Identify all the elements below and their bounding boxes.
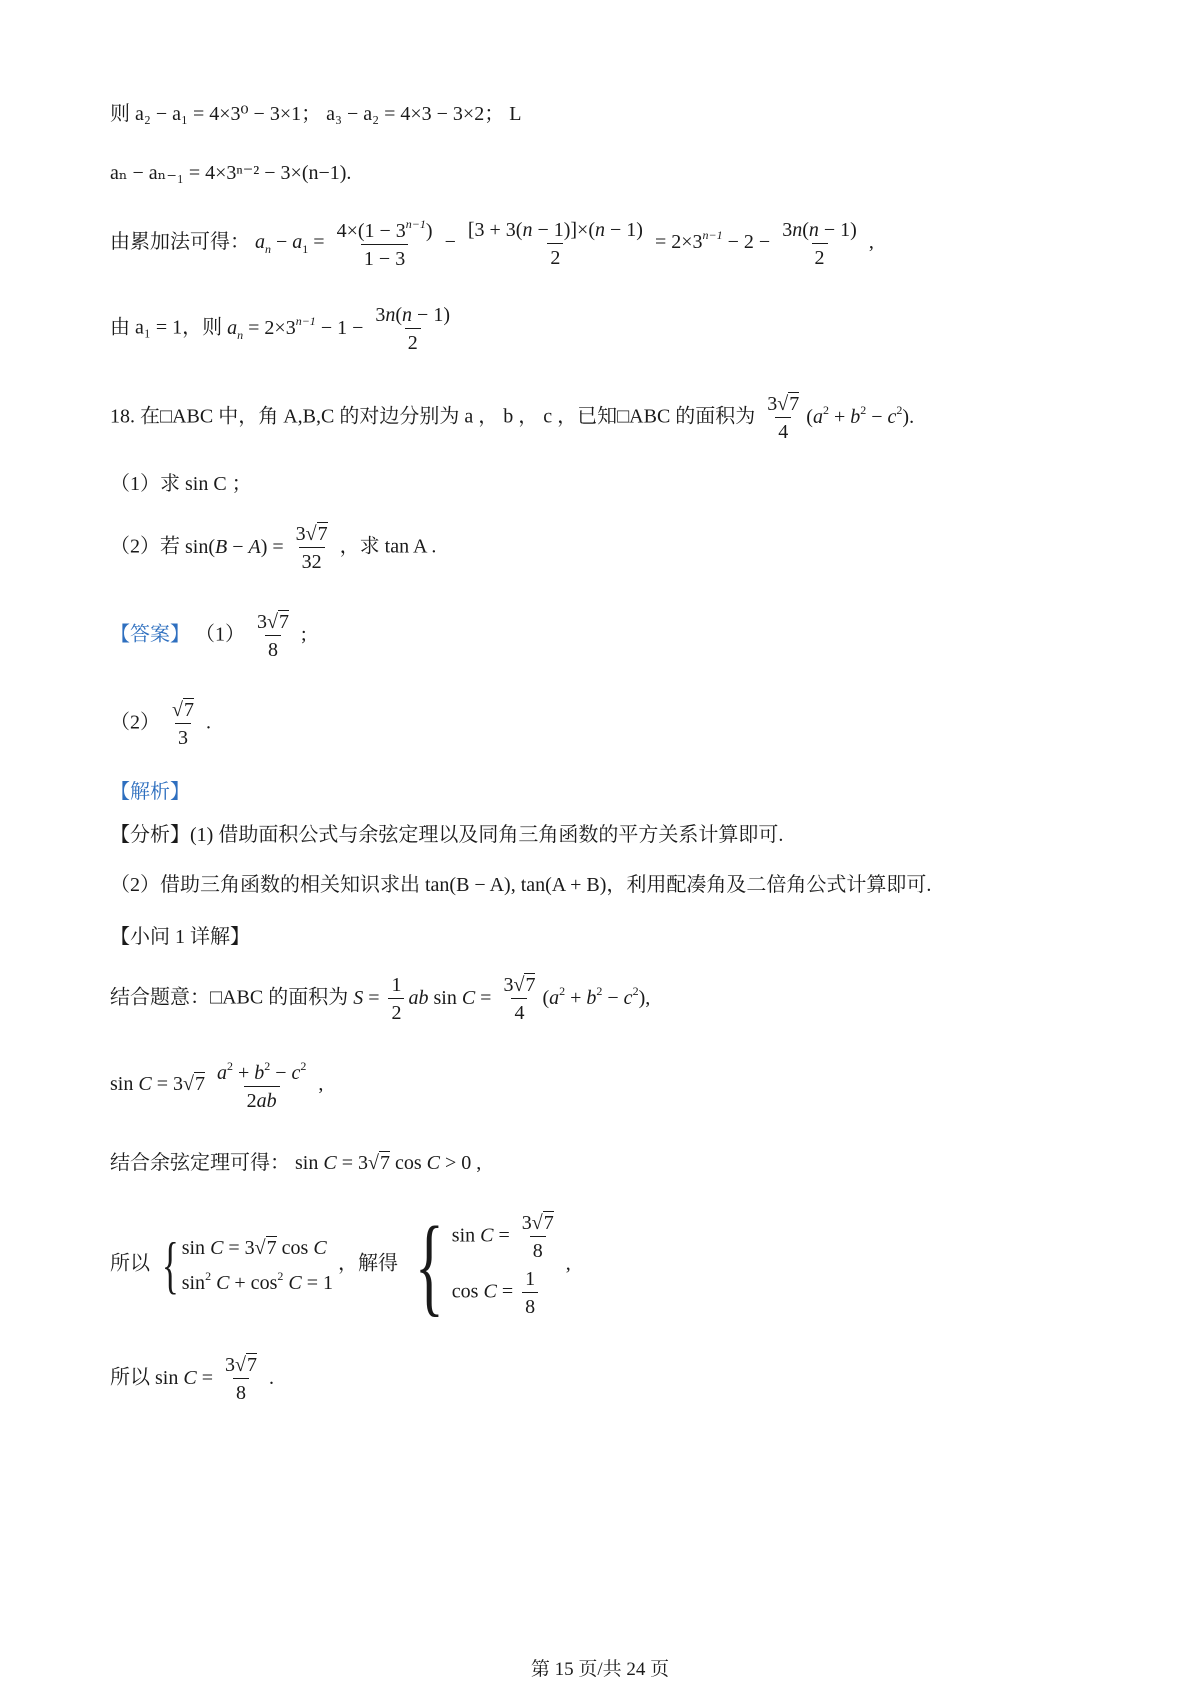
text-line-2: aₙ − aₙ₋₁ = 4×3ⁿ⁻² − 3×(n−1).: [110, 162, 352, 184]
jiede-label: ，解得: [337, 1252, 398, 1275]
cos-law-prefix: 结合余弦定理可得：: [110, 1152, 290, 1174]
formula-an-minus-a1: $a_n - a_1$ = $\frac{4\times(1 - 3^{n-1})}{1 - 3}$ − $\frac{[3 + 3(n - 1)]\times(n - 1)}{2}$ = $2\times 3^{n-1} - 2$ − $\frac{3n(n - 1)}{2}$ ,: [255, 217, 874, 270]
text-line-1: 则 a₂ − a₁ = 4×3⁰ − 3×1； a₃ − a₂ = 4×3 − 3×2； L: [110, 103, 522, 125]
system-line: 所以 { sin C = 3√7 cos C $\sin^2 C + \cos^2 C = 1$ ，解得 { sin C = $\frac{3√7}{8}$ cos C = $\frac{1}{8}$ ,: [110, 1204, 571, 1326]
suoyi-label: 所以: [110, 1252, 150, 1275]
formula-an: $a_n = 2\times 3^{n-1} - 1$ − $\frac{3n(n - 1)}{2}$: [227, 304, 450, 354]
system-equations: { sin C = 3√7 cos C $\sin^2 C + \cos^2 C = 1$: [161, 1229, 333, 1300]
page-footer: 第 15 页/共 24 页: [530, 1659, 670, 1680]
question-18: [110, 394, 914, 442]
jiexi-tag: 【解析】: [110, 781, 190, 803]
question-18-text: 18. 在□ABC 中，角 A,B,C 的对边分别为 a ， b ， c ，已知□ABC 的面积为: [110, 405, 756, 428]
answer-1-value: $\frac{3√7}{8}$: [257, 611, 289, 661]
answer-1-label: （1）: [195, 623, 245, 646]
analysis-line-1: 【分析】(1) 借助面积公式与余弦定理以及同角三角函数的平方关系计算即可.: [110, 824, 784, 846]
analysis-line-2: （2）借助三角函数的相关知识求出 tan(B − A), tan(A + B)，利用配凑角及二倍角公式计算即可.: [110, 874, 932, 896]
answer-line-1: 【答案】 （1） $\frac{3√7}{8}$ ;: [110, 611, 307, 661]
line-3-prefix: 由累加法可得：: [110, 231, 250, 254]
sin-b-minus-a-formula: sin(B − A) = $\frac{3√7}{32}$: [185, 523, 328, 573]
line-4-prefix: 由 a₁ = 1，则: [110, 316, 223, 339]
suoyi2-label: 所以: [110, 1366, 150, 1389]
detail-tag: 【小问 1 详解】: [110, 926, 250, 948]
final-sin-c: sin C = $\frac{3√7}{8}$ .: [155, 1354, 274, 1404]
sub-question-2-suffix: ，求 tan A .: [339, 535, 437, 558]
text-line-4: [110, 305, 457, 353]
sub-question-1: （1）求 sin C ；: [110, 473, 252, 495]
cos-law-line: [110, 1153, 481, 1173]
area-formula: $\frac{3√7}{4}$ $(a^2 + b^2 - c^2)$.: [767, 393, 915, 443]
final-line: [110, 1355, 274, 1403]
sub-question-2: [110, 524, 436, 572]
area-s-formula: S = $\frac{1}{2}$ ab sin C = $\frac{3√7}{4}$ $(a^2 + b^2 - c^2)$,: [353, 974, 651, 1024]
answer-2-value: $\frac{√7}{3}$: [172, 699, 194, 749]
combine-prefix: 结合题意：□ABC 的面积为: [110, 986, 349, 1009]
answer-line-2: （2） $\frac{√7}{3}$ .: [110, 699, 211, 749]
sub-question-2-prefix: （2）若: [110, 535, 180, 558]
cos-law-formula: sin C = 3√7 cos C > 0 ,: [295, 1152, 482, 1174]
answer-tag: 【答案】: [110, 623, 190, 646]
system-solution: { sin C = $\frac{3√7}{8}$ cos C = $\frac{1}{8}$: [414, 1204, 554, 1326]
answer-2-label: （2）: [110, 711, 160, 734]
sin-c-expression: sin C = 3√7 $\frac{a^2 + b^2 - c^2}{2ab}$ ,: [110, 1059, 324, 1112]
combine-line: [110, 975, 650, 1023]
text-line-3: [110, 218, 874, 269]
